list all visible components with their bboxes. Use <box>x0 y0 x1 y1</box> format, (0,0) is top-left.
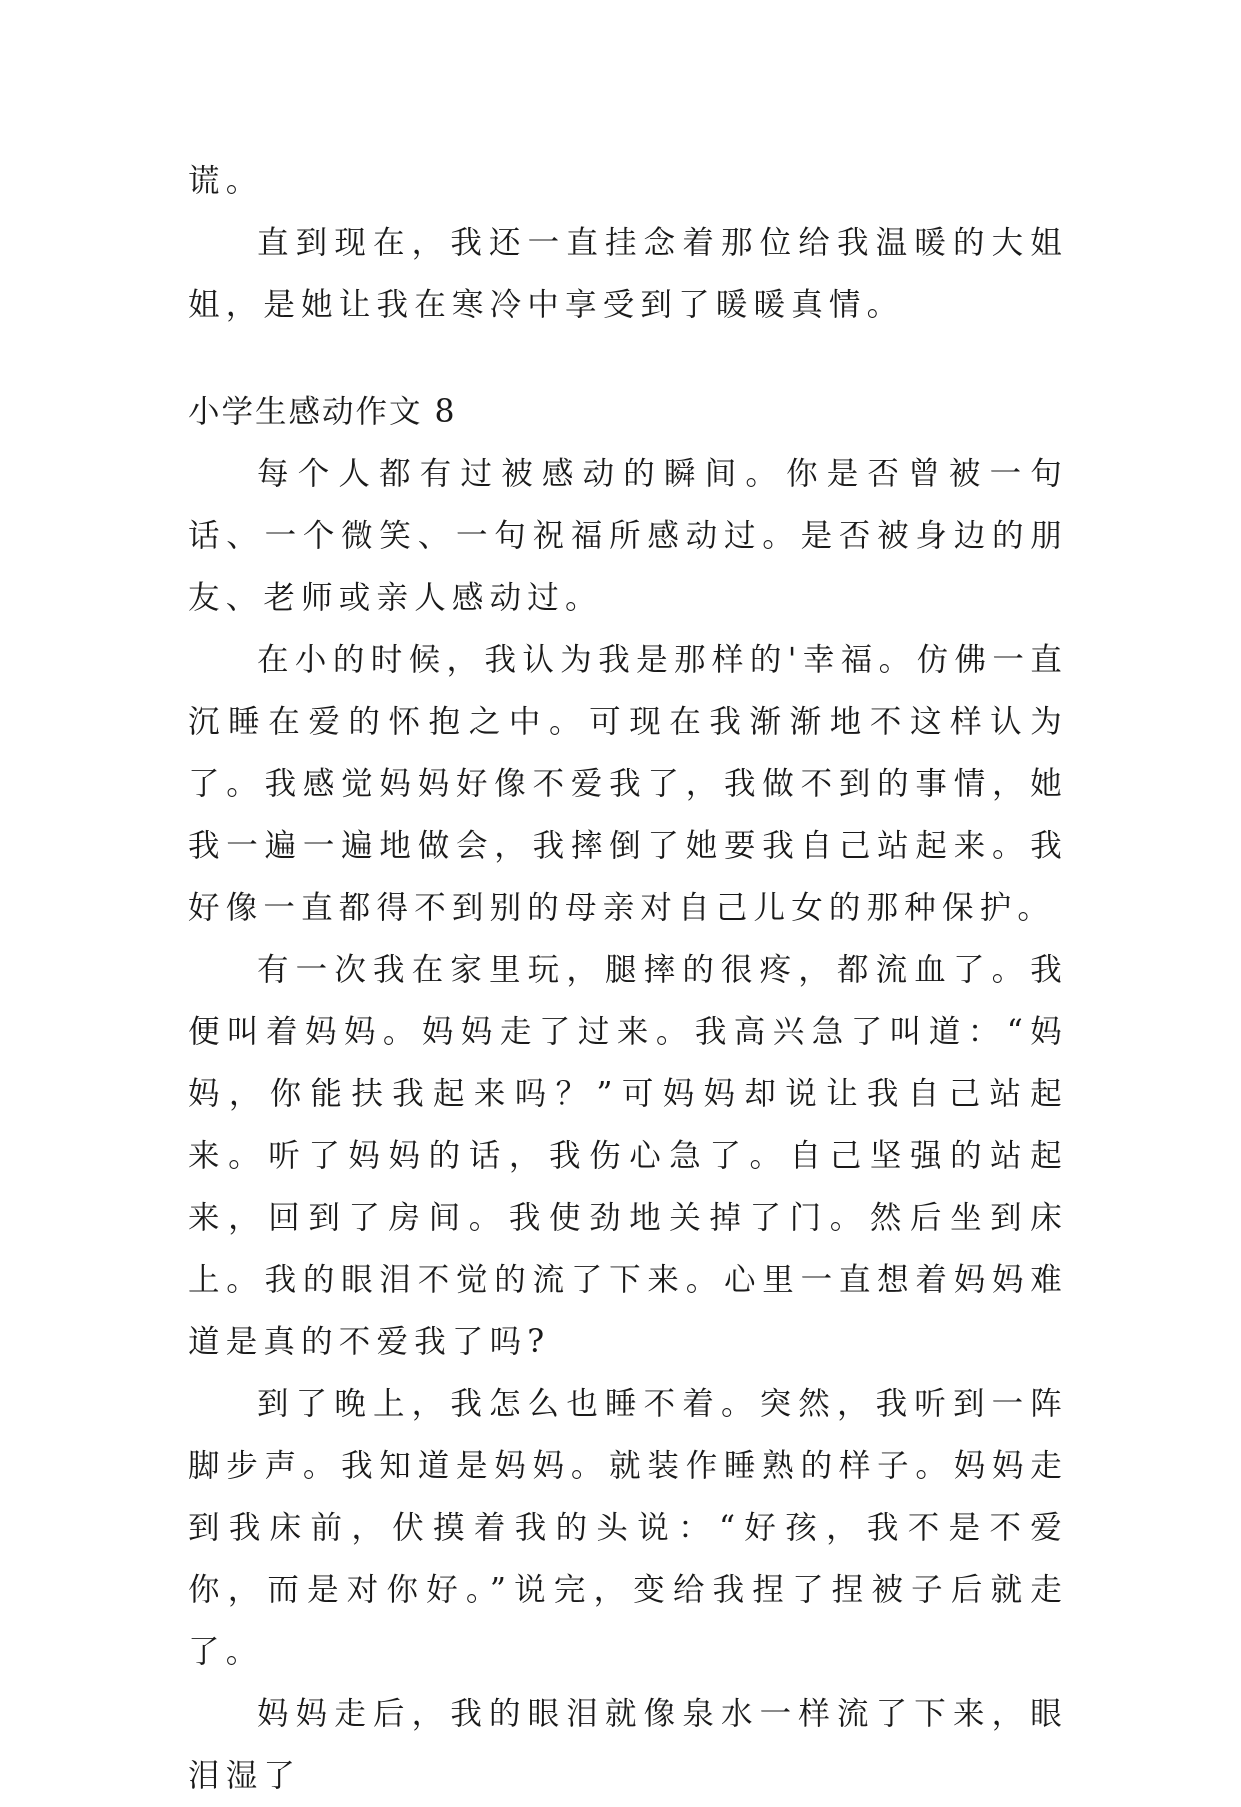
paragraph: 有一次我在家里玩，腿摔的很疼，都流血了。我便叫着妈妈。妈妈走了过来。我高兴急了叫道：“妈妈，你能扶我起来吗？”可妈妈却说让我自己站起来。听了妈妈的话，我伤心急了。自己坚强的站起来，回到了房间。我使劲地关掉了门。然后坐到床上。我的眼泪不觉的流了下来。心里一直想着妈妈难道是真的不爱我了吗? <box>188 952 1068 1360</box>
section-gap <box>188 336 1068 381</box>
paragraph: 在小的时候，我认为我是那样的'幸福。仿佛一直沉睡在爱的怀抱之中。可现在我渐渐地不这样认为了。我感觉妈妈好像不爱我了，我做不到的事情，她我一遍一遍地做会，我摔倒了她要我自己站起来。我好像一直都得不到别的母亲对自己儿女的那种保护。 <box>188 642 1068 926</box>
paragraph: 每个人都有过被感动的瞬间。你是否曾被一句话、一个微笑、一句祝福所感动过。是否被身边的朋友、老师或亲人感动过。 <box>188 456 1068 616</box>
document-body <box>188 150 1068 1807</box>
paragraph-continued: 谎。 <box>188 163 264 199</box>
paragraph-closing: 直到现在，我还一直挂念着那位给我温暖的大姐姐，是她让我在寒冷中享受到了暖暖真情。 <box>188 225 1068 323</box>
paragraph: 到了晚上，我怎么也睡不着。突然，我听到一阵脚步声。我知道是妈妈。就装作睡熟的样子。妈妈走到我床前，伏摸着我的头说：“好孩，我不是不爱你，而是对你好。”说完，变给我捏了捏被子后就走了。 <box>188 1386 1068 1670</box>
section-title: 小学生感动作文 8 <box>188 394 457 430</box>
paragraph: 妈妈走后，我的眼泪就像泉水一样流了下来，眼泪湿了 <box>188 1696 1068 1794</box>
